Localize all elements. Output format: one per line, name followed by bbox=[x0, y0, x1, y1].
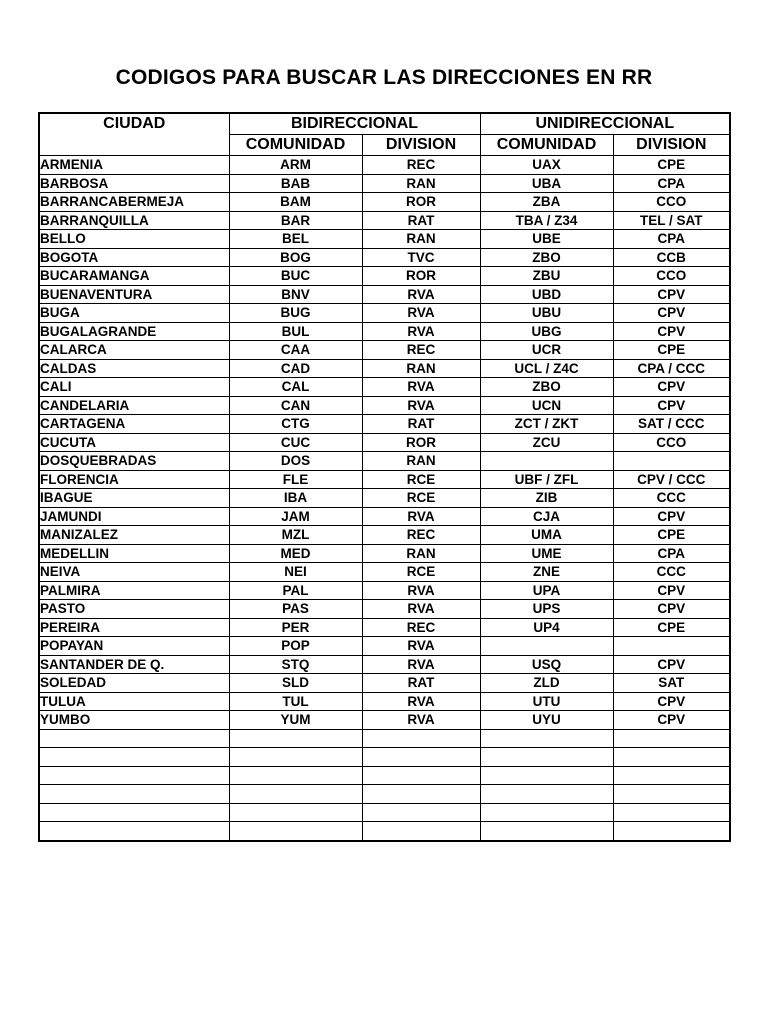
header-unidireccional: UNIDIRECCIONAL bbox=[480, 113, 730, 135]
uni-comunidad-cell: UME bbox=[480, 544, 613, 563]
bi-comunidad-cell: CAN bbox=[229, 396, 362, 415]
bi-comunidad-cell: BAB bbox=[229, 174, 362, 193]
ciudad-cell: MANIZALEZ bbox=[39, 526, 229, 545]
ciudad-cell: BUGALAGRANDE bbox=[39, 322, 229, 341]
ciudad-cell: PEREIRA bbox=[39, 618, 229, 637]
header-uni-comunidad: COMUNIDAD bbox=[480, 135, 613, 156]
table-row bbox=[39, 359, 730, 378]
page-title: CODIGOS PARA BUSCAR LAS DIRECCIONES EN RR bbox=[115, 66, 653, 89]
ciudad-cell: MEDELLIN bbox=[39, 544, 229, 563]
uni-comunidad-cell: UBG bbox=[480, 322, 613, 341]
table-row bbox=[39, 655, 730, 674]
table-row bbox=[39, 803, 730, 822]
bi-division-cell: REC bbox=[362, 618, 480, 637]
uni-comunidad-cell bbox=[480, 637, 613, 656]
bi-division-cell: RVA bbox=[362, 692, 480, 711]
header-bidireccional: BIDIRECCIONAL bbox=[229, 113, 480, 135]
uni-comunidad-cell: ZIB bbox=[480, 489, 613, 508]
ciudad-cell bbox=[39, 785, 229, 804]
table-body bbox=[39, 156, 730, 841]
bi-comunidad-cell bbox=[229, 822, 362, 841]
uni-division-cell: SAT / CCC bbox=[613, 415, 730, 434]
uni-division-cell: CPV bbox=[613, 378, 730, 397]
table-row bbox=[39, 729, 730, 748]
uni-division-cell: CPV bbox=[613, 692, 730, 711]
bi-comunidad-cell bbox=[229, 729, 362, 748]
bi-division-cell: RVA bbox=[362, 600, 480, 619]
bi-division-cell: RVA bbox=[362, 322, 480, 341]
table-row bbox=[39, 544, 730, 563]
header-row-groups bbox=[39, 113, 730, 135]
uni-comunidad-cell: ZLD bbox=[480, 674, 613, 693]
uni-comunidad-cell: UTU bbox=[480, 692, 613, 711]
bi-comunidad-cell bbox=[229, 766, 362, 785]
ciudad-cell: CALI bbox=[39, 378, 229, 397]
uni-division-cell: CPV bbox=[613, 507, 730, 526]
bi-comunidad-cell: BUL bbox=[229, 322, 362, 341]
bi-division-cell: RAN bbox=[362, 174, 480, 193]
ciudad-cell: CARTAGENA bbox=[39, 415, 229, 434]
bi-division-cell: ROR bbox=[362, 433, 480, 452]
table-row bbox=[39, 156, 730, 175]
uni-comunidad-cell: UP4 bbox=[480, 618, 613, 637]
bi-division-cell bbox=[362, 748, 480, 767]
header-bi-comunidad: COMUNIDAD bbox=[229, 135, 362, 156]
bi-comunidad-cell: POP bbox=[229, 637, 362, 656]
bi-comunidad-cell: TUL bbox=[229, 692, 362, 711]
ciudad-cell: PALMIRA bbox=[39, 581, 229, 600]
ciudad-cell: NEIVA bbox=[39, 563, 229, 582]
bi-comunidad-cell: BUG bbox=[229, 304, 362, 323]
bi-comunidad-cell: YUM bbox=[229, 711, 362, 730]
uni-division-cell: CPE bbox=[613, 341, 730, 360]
table-row bbox=[39, 211, 730, 230]
uni-comunidad-cell: UYU bbox=[480, 711, 613, 730]
table-row bbox=[39, 193, 730, 212]
table-row bbox=[39, 822, 730, 841]
ciudad-cell: BARRANCABERMEJA bbox=[39, 193, 229, 212]
uni-division-cell bbox=[613, 822, 730, 841]
uni-comunidad-cell: TBA / Z34 bbox=[480, 211, 613, 230]
bi-comunidad-cell: NEI bbox=[229, 563, 362, 582]
uni-comunidad-cell: ZCU bbox=[480, 433, 613, 452]
bi-comunidad-cell: CAL bbox=[229, 378, 362, 397]
bi-division-cell: RVA bbox=[362, 507, 480, 526]
codes-table bbox=[38, 112, 731, 842]
ciudad-cell: BARRANQUILLA bbox=[39, 211, 229, 230]
uni-comunidad-cell: UPA bbox=[480, 581, 613, 600]
bi-comunidad-cell: BAM bbox=[229, 193, 362, 212]
uni-comunidad-cell: ZBO bbox=[480, 248, 613, 267]
bi-division-cell: RVA bbox=[362, 396, 480, 415]
table-row bbox=[39, 285, 730, 304]
ciudad-cell: PASTO bbox=[39, 600, 229, 619]
table-row bbox=[39, 563, 730, 582]
ciudad-cell bbox=[39, 803, 229, 822]
header-bi-division: DIVISION bbox=[362, 135, 480, 156]
table-row bbox=[39, 785, 730, 804]
table-row bbox=[39, 711, 730, 730]
bi-comunidad-cell bbox=[229, 803, 362, 822]
ciudad-cell: FLORENCIA bbox=[39, 470, 229, 489]
bi-comunidad-cell: BNV bbox=[229, 285, 362, 304]
bi-division-cell: RCE bbox=[362, 563, 480, 582]
ciudad-cell: BOGOTA bbox=[39, 248, 229, 267]
ciudad-cell: DOSQUEBRADAS bbox=[39, 452, 229, 471]
table-row bbox=[39, 470, 730, 489]
bi-division-cell: RAN bbox=[362, 452, 480, 471]
uni-division-cell: CPA bbox=[613, 544, 730, 563]
ciudad-cell: JAMUNDI bbox=[39, 507, 229, 526]
ciudad-cell: SOLEDAD bbox=[39, 674, 229, 693]
uni-comunidad-cell: UPS bbox=[480, 600, 613, 619]
bi-division-cell: RVA bbox=[362, 304, 480, 323]
bi-division-cell: RCE bbox=[362, 470, 480, 489]
bi-division-cell bbox=[362, 803, 480, 822]
bi-division-cell: RCE bbox=[362, 489, 480, 508]
uni-comunidad-cell: UBA bbox=[480, 174, 613, 193]
uni-comunidad-cell: UMA bbox=[480, 526, 613, 545]
bi-comunidad-cell: DOS bbox=[229, 452, 362, 471]
ciudad-cell: SANTANDER DE Q. bbox=[39, 655, 229, 674]
uni-division-cell: CPV bbox=[613, 711, 730, 730]
ciudad-cell: BELLO bbox=[39, 230, 229, 249]
ciudad-cell: CUCUTA bbox=[39, 433, 229, 452]
ciudad-cell: BUGA bbox=[39, 304, 229, 323]
uni-comunidad-cell: UCL / Z4C bbox=[480, 359, 613, 378]
bi-division-cell: RVA bbox=[362, 655, 480, 674]
uni-comunidad-cell: UCR bbox=[480, 341, 613, 360]
uni-division-cell: CPV bbox=[613, 396, 730, 415]
uni-division-cell bbox=[613, 785, 730, 804]
uni-comunidad-cell: CJA bbox=[480, 507, 613, 526]
bi-comunidad-cell: ARM bbox=[229, 156, 362, 175]
uni-division-cell: CCC bbox=[613, 563, 730, 582]
uni-division-cell bbox=[613, 748, 730, 767]
table-row bbox=[39, 396, 730, 415]
ciudad-cell: BUENAVENTURA bbox=[39, 285, 229, 304]
ciudad-cell bbox=[39, 822, 229, 841]
uni-division-cell bbox=[613, 452, 730, 471]
bi-division-cell: RVA bbox=[362, 637, 480, 656]
uni-comunidad-cell bbox=[480, 785, 613, 804]
bi-comunidad-cell: PAL bbox=[229, 581, 362, 600]
bi-comunidad-cell: CTG bbox=[229, 415, 362, 434]
bi-division-cell: RVA bbox=[362, 711, 480, 730]
bi-comunidad-cell: SLD bbox=[229, 674, 362, 693]
uni-division-cell: CPV bbox=[613, 304, 730, 323]
bi-comunidad-cell: STQ bbox=[229, 655, 362, 674]
bi-comunidad-cell: CAD bbox=[229, 359, 362, 378]
bi-comunidad-cell: IBA bbox=[229, 489, 362, 508]
uni-comunidad-cell bbox=[480, 822, 613, 841]
uni-comunidad-cell: UCN bbox=[480, 396, 613, 415]
bi-comunidad-cell: CUC bbox=[229, 433, 362, 452]
ciudad-cell bbox=[39, 729, 229, 748]
table-row bbox=[39, 581, 730, 600]
uni-comunidad-cell: UBD bbox=[480, 285, 613, 304]
ciudad-cell bbox=[39, 766, 229, 785]
bi-division-cell: RAN bbox=[362, 230, 480, 249]
uni-comunidad-cell bbox=[480, 729, 613, 748]
table-row bbox=[39, 267, 730, 286]
table-row bbox=[39, 600, 730, 619]
uni-division-cell: SAT bbox=[613, 674, 730, 693]
uni-division-cell: CPV bbox=[613, 322, 730, 341]
uni-division-cell bbox=[613, 637, 730, 656]
uni-comunidad-cell: ZBU bbox=[480, 267, 613, 286]
bi-division-cell: ROR bbox=[362, 267, 480, 286]
bi-division-cell: RVA bbox=[362, 581, 480, 600]
bi-comunidad-cell: BUC bbox=[229, 267, 362, 286]
bi-comunidad-cell: BOG bbox=[229, 248, 362, 267]
header-uni-division: DIVISION bbox=[613, 135, 730, 156]
bi-comunidad-cell: MED bbox=[229, 544, 362, 563]
bi-comunidad-cell: PER bbox=[229, 618, 362, 637]
ciudad-cell bbox=[39, 748, 229, 767]
bi-comunidad-cell: MZL bbox=[229, 526, 362, 545]
table-row bbox=[39, 526, 730, 545]
uni-division-cell: CPV bbox=[613, 600, 730, 619]
table-row bbox=[39, 748, 730, 767]
uni-division-cell bbox=[613, 766, 730, 785]
bi-division-cell: RAT bbox=[362, 415, 480, 434]
uni-division-cell: CPE bbox=[613, 618, 730, 637]
uni-comunidad-cell: ZNE bbox=[480, 563, 613, 582]
table-row bbox=[39, 415, 730, 434]
uni-comunidad-cell: ZBA bbox=[480, 193, 613, 212]
table-row bbox=[39, 692, 730, 711]
bi-comunidad-cell bbox=[229, 748, 362, 767]
uni-division-cell: CPA bbox=[613, 174, 730, 193]
uni-comunidad-cell: UBF / ZFL bbox=[480, 470, 613, 489]
bi-comunidad-cell: BEL bbox=[229, 230, 362, 249]
table-row bbox=[39, 507, 730, 526]
bi-division-cell: RAN bbox=[362, 544, 480, 563]
table-row bbox=[39, 248, 730, 267]
table-row bbox=[39, 322, 730, 341]
uni-division-cell: CPA bbox=[613, 230, 730, 249]
uni-division-cell: CPA / CCC bbox=[613, 359, 730, 378]
bi-comunidad-cell: FLE bbox=[229, 470, 362, 489]
uni-division-cell: CCC bbox=[613, 489, 730, 508]
bi-division-cell: RAN bbox=[362, 359, 480, 378]
bi-division-cell: TVC bbox=[362, 248, 480, 267]
ciudad-cell: YUMBO bbox=[39, 711, 229, 730]
uni-division-cell: CPV bbox=[613, 285, 730, 304]
ciudad-cell: BUCARAMANGA bbox=[39, 267, 229, 286]
ciudad-cell: ARMENIA bbox=[39, 156, 229, 175]
table-row bbox=[39, 304, 730, 323]
uni-comunidad-cell: UBU bbox=[480, 304, 613, 323]
uni-comunidad-cell: UBE bbox=[480, 230, 613, 249]
uni-division-cell: CCO bbox=[613, 193, 730, 212]
bi-comunidad-cell: BAR bbox=[229, 211, 362, 230]
bi-division-cell bbox=[362, 729, 480, 748]
table-row bbox=[39, 489, 730, 508]
bi-comunidad-cell bbox=[229, 785, 362, 804]
bi-division-cell: REC bbox=[362, 341, 480, 360]
ciudad-cell: TULUA bbox=[39, 692, 229, 711]
table-row bbox=[39, 230, 730, 249]
bi-division-cell: RVA bbox=[362, 285, 480, 304]
bi-division-cell: ROR bbox=[362, 193, 480, 212]
bi-division-cell bbox=[362, 785, 480, 804]
uni-division-cell: CPV bbox=[613, 581, 730, 600]
uni-comunidad-cell: ZBO bbox=[480, 378, 613, 397]
ciudad-cell: CALDAS bbox=[39, 359, 229, 378]
bi-division-cell: RVA bbox=[362, 378, 480, 397]
table-row bbox=[39, 618, 730, 637]
ciudad-cell: POPAYAN bbox=[39, 637, 229, 656]
ciudad-cell: CALARCA bbox=[39, 341, 229, 360]
uni-comunidad-cell: USQ bbox=[480, 655, 613, 674]
uni-comunidad-cell bbox=[480, 766, 613, 785]
bi-division-cell: REC bbox=[362, 156, 480, 175]
table-row bbox=[39, 452, 730, 471]
bi-division-cell: RAT bbox=[362, 211, 480, 230]
uni-division-cell: TEL / SAT bbox=[613, 211, 730, 230]
uni-comunidad-cell: ZCT / ZKT bbox=[480, 415, 613, 434]
table-row bbox=[39, 674, 730, 693]
ciudad-cell: CANDELARIA bbox=[39, 396, 229, 415]
header-ciudad: CIUDAD bbox=[39, 113, 229, 156]
ciudad-cell: IBAGUE bbox=[39, 489, 229, 508]
uni-division-cell bbox=[613, 803, 730, 822]
uni-division-cell: CPV / CCC bbox=[613, 470, 730, 489]
uni-division-cell: CCB bbox=[613, 248, 730, 267]
uni-division-cell: CPE bbox=[613, 156, 730, 175]
bi-division-cell: REC bbox=[362, 526, 480, 545]
table-row bbox=[39, 637, 730, 656]
uni-comunidad-cell bbox=[480, 803, 613, 822]
uni-division-cell bbox=[613, 729, 730, 748]
bi-comunidad-cell: CAA bbox=[229, 341, 362, 360]
bi-division-cell bbox=[362, 822, 480, 841]
uni-division-cell: CCO bbox=[613, 433, 730, 452]
uni-comunidad-cell bbox=[480, 748, 613, 767]
uni-division-cell: CPE bbox=[613, 526, 730, 545]
table-row bbox=[39, 378, 730, 397]
ciudad-cell: BARBOSA bbox=[39, 174, 229, 193]
bi-comunidad-cell: JAM bbox=[229, 507, 362, 526]
uni-comunidad-cell bbox=[480, 452, 613, 471]
bi-division-cell: RAT bbox=[362, 674, 480, 693]
table-row bbox=[39, 766, 730, 785]
table-row bbox=[39, 433, 730, 452]
uni-division-cell: CPV bbox=[613, 655, 730, 674]
bi-comunidad-cell: PAS bbox=[229, 600, 362, 619]
table-row bbox=[39, 174, 730, 193]
bi-division-cell bbox=[362, 766, 480, 785]
uni-comunidad-cell: UAX bbox=[480, 156, 613, 175]
table-row bbox=[39, 341, 730, 360]
uni-division-cell: CCO bbox=[613, 267, 730, 286]
